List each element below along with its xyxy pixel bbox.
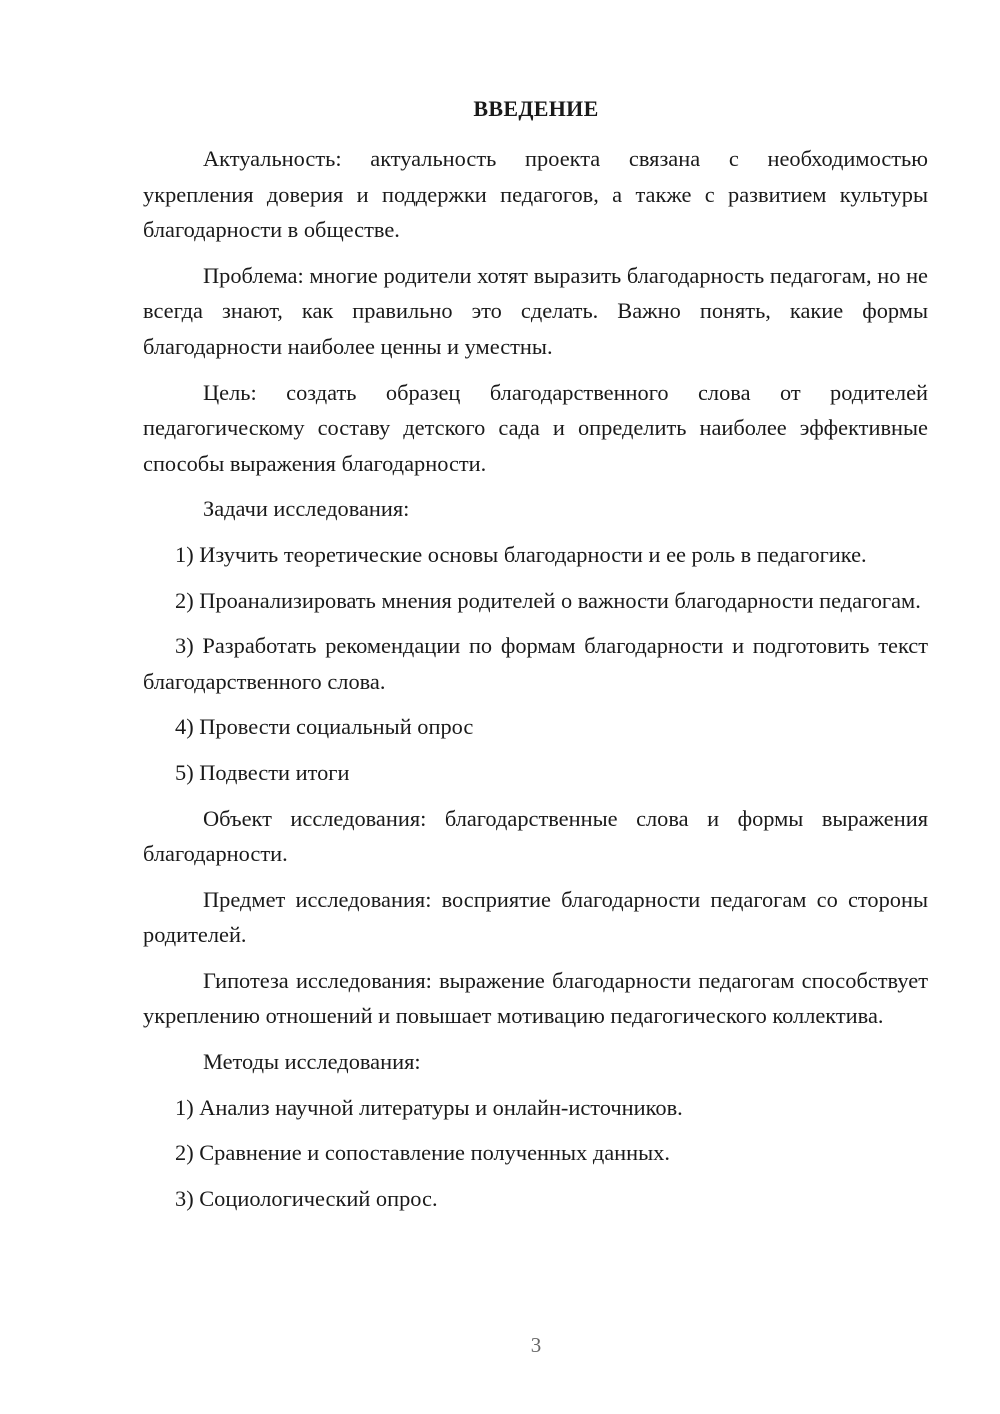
tasks-heading: Задачи исследования:: [203, 496, 410, 522]
method-item-1: 1) Анализ научной литературы и онлайн-источников.: [175, 1094, 683, 1120]
task-item-5: 5) Подвести итоги: [175, 759, 350, 785]
goal-paragraph: Цель: создать образец благодарственного слова от родителей педагогическому составу детского сада и определить наиболее эффективные способы выражения благодарности.: [143, 379, 928, 476]
problem-paragraph: Проблема: многие родители хотят выразить благодарность педагогам, но не всегда знают, как правильно это сделать. Важно понять, какие формы благодарности наиболее ценны и уместны.: [143, 262, 928, 359]
task-item-4: 4) Провести социальный опрос: [175, 714, 474, 740]
subject-paragraph: Предмет исследования: восприятие благодарности педагогам со стороны родителей.: [143, 886, 928, 948]
task-item-3: 3) Разработать рекомендации по формам благодарности и подготовить текст благодарственного слова.: [143, 633, 928, 694]
page-title: ВВЕДЕНИЕ: [473, 96, 599, 121]
methods-heading: Методы исследования:: [203, 1049, 421, 1075]
task-item-1: 1) Изучить теоретические основы благодарности и ее роль в педагогике.: [175, 541, 867, 567]
method-item-3: 3) Социологический опрос.: [175, 1185, 438, 1211]
relevance-paragraph: Актуальность: актуальность проекта связана с необходимостью укрепления доверия и поддержки педагогов, а также с развитием культуры благодарности в обществе.: [143, 146, 928, 243]
document-body: [143, 141, 928, 1226]
page-number: 3: [530, 1333, 542, 1357]
hypothesis-paragraph: Гипотеза исследования: выражение благодарности педагогам способствует укреплению отношений и повышает мотивацию педагогического коллектива.: [143, 967, 928, 1029]
object-paragraph: Объект исследования: благодарственные слова и формы выражения благодарности.: [143, 805, 928, 867]
method-item-2: 2) Сравнение и сопоставление полученных данных.: [175, 1140, 670, 1166]
task-item-2: 2) Проанализировать мнения родителей о важности благодарности педагогам.: [175, 587, 921, 613]
